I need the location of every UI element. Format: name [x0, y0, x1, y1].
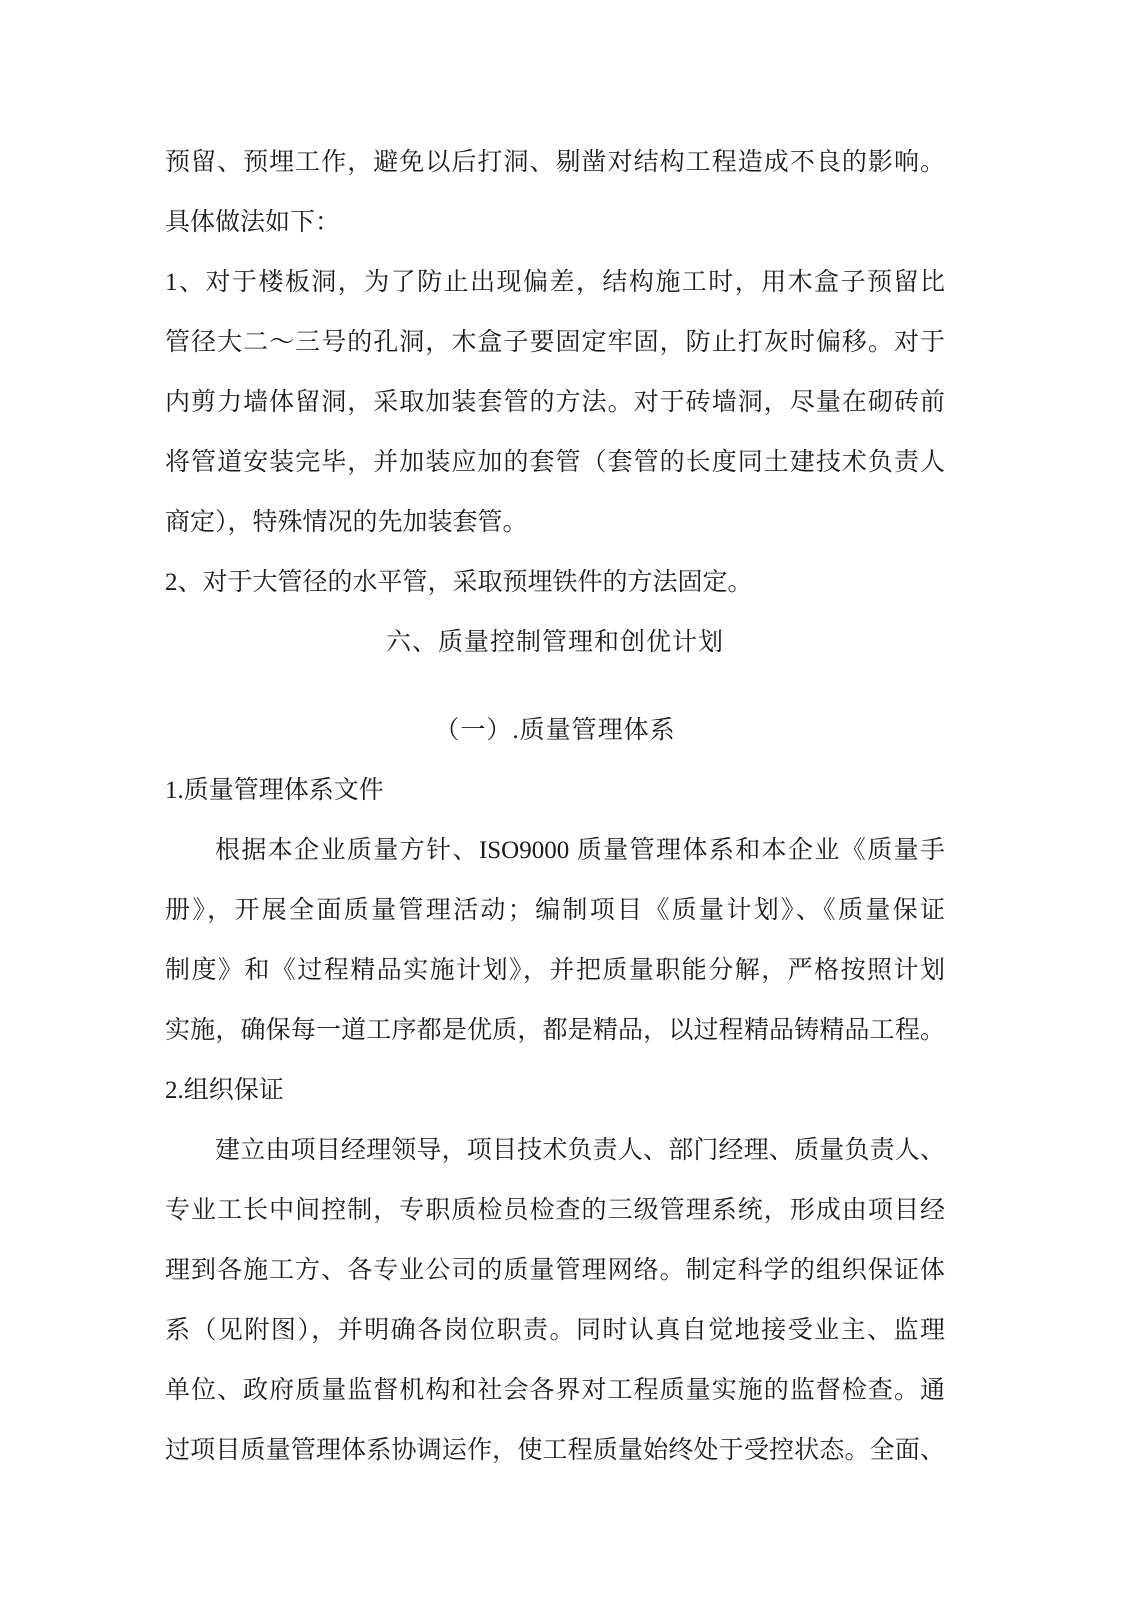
text-line: 理到各施工方、各专业公司的质量管理网络。制定科学的组织保证体 — [165, 1257, 945, 1284]
text-line: 管径大二～三号的孔洞，木盒子要固定牢固，防止打灰时偏移。对于 — [165, 329, 945, 356]
text-line: 具体做法如下： — [165, 209, 341, 236]
text-line: 将管道安装完毕，并加装应加的套管（套管的长度同土建技术负责人 — [165, 449, 945, 476]
section-heading: （一）.质量管理体系 — [434, 717, 676, 744]
text-line: 实施，确保每一道工序都是优质，都是精品，以过程精品铸精品工程。 — [165, 1017, 945, 1044]
text-line: 1.质量管理体系文件 — [165, 777, 384, 804]
text-line: 制度》和《过程精品实施计划》，并把质量职能分解，严格按照计划 — [165, 957, 945, 984]
text-line: 2、对于大管径的水平管，采取预埋铁件的方法固定。 — [165, 569, 753, 596]
text-line: 2.组织保证 — [165, 1077, 284, 1104]
text-line: 根据本企业质量方针、ISO9000 质量管理体系和本企业《质量手 — [215, 837, 945, 864]
text-line: 过项目质量管理体系协调运作，使工程质量始终处于受控状态。全面、 — [165, 1437, 945, 1464]
section-heading: 六、质量控制管理和创优计划 — [385, 629, 724, 656]
text-line: 专业工长中间控制，专职质检员检查的三级管理系统，形成由项目经 — [165, 1197, 945, 1224]
text-line: 预留、预埋工作，避免以后打洞、剔凿对结构工程造成不良的影响。 — [165, 149, 945, 176]
text-line: 1、对于楼板洞，为了防止出现偏差，结构施工时，用木盒子预留比 — [165, 269, 945, 296]
text-line: 内剪力墙体留洞，采取加装套管的方法。对于砖墙洞，尽量在砌砖前 — [165, 389, 945, 416]
text-line: 商定），特殊情况的先加装套管。 — [165, 509, 528, 536]
text-line: 建立由项目经理领导，项目技术负责人、部门经理、质量负责人、 — [215, 1137, 945, 1164]
text-line: 册》，开展全面质量管理活动；编制项目《质量计划》、《质量保证 — [165, 897, 945, 924]
text-line: 系（见附图），并明确各岗位职责。同时认真自觉地接受业主、监理 — [165, 1317, 945, 1344]
text-line: 单位、政府质量监督机构和社会各界对工程质量实施的监督检查。通 — [165, 1377, 945, 1404]
